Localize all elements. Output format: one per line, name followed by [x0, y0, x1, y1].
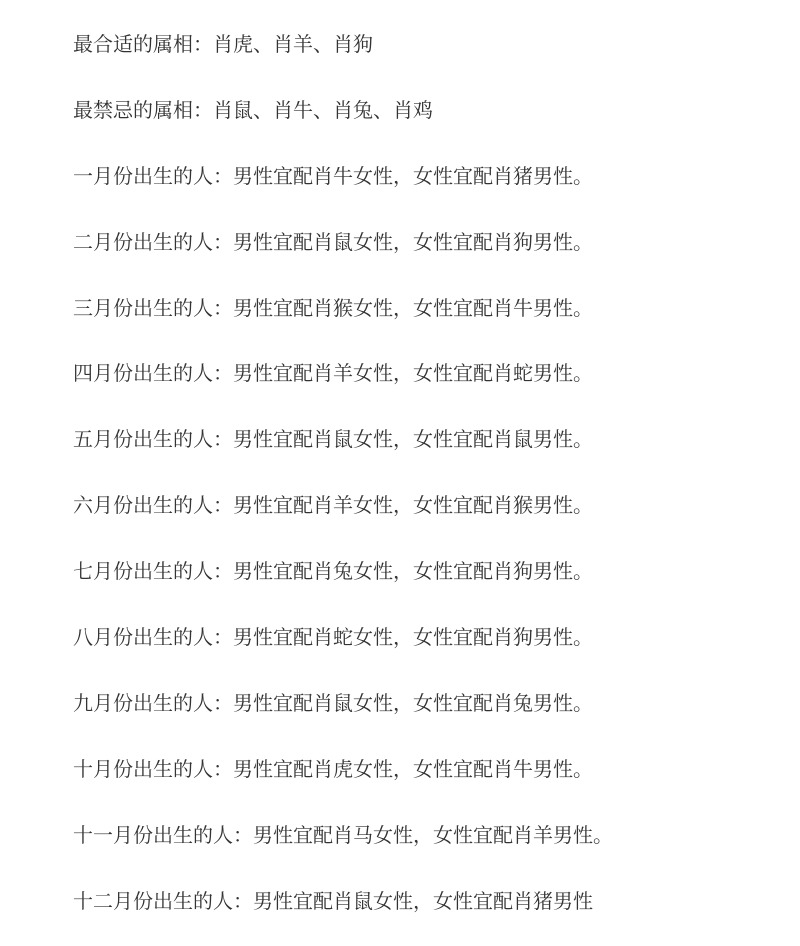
text-line-worst-match: 最禁忌的属相：肖鼠、肖牛、肖兔、肖鸡: [73, 97, 433, 122]
text-line-january: 一月份出生的人：男性宜配肖牛女性，女性宜配肖猪男性。: [73, 163, 593, 188]
text-line-june: 六月份出生的人：男性宜配肖羊女性，女性宜配肖猴男性。: [73, 493, 593, 518]
article-body: [73, 24, 773, 946]
text-line-may: 五月份出生的人：男性宜配肖鼠女性，女性宜配肖鼠男性。: [73, 427, 593, 452]
text-line-march: 三月份出生的人：男性宜配肖猴女性，女性宜配肖牛男性。: [73, 295, 593, 320]
text-line-best-match: 最合适的属相：肖虎、肖羊、肖狗: [73, 32, 373, 56]
text-line-october: 十月份出生的人：男性宜配肖虎女性，女性宜配肖牛男性。: [73, 756, 593, 781]
text-line-july: 七月份出生的人：男性宜配肖兔女性，女性宜配肖狗男性。: [73, 559, 593, 584]
text-line-november: 十一月份出生的人：男性宜配肖马女性，女性宜配肖羊男性。: [73, 822, 613, 847]
text-line-august: 八月份出生的人：男性宜配肖蛇女性，女性宜配肖狗男性。: [73, 625, 593, 650]
text-line-february: 二月份出生的人：男性宜配肖鼠女性，女性宜配肖狗男性。: [73, 229, 593, 254]
text-line-september: 九月份出生的人：男性宜配肖鼠女性，女性宜配肖兔男性。: [73, 690, 593, 715]
text-line-december: 十二月份出生的人：男性宜配肖鼠女性，女性宜配肖猪男性: [73, 888, 593, 913]
text-line-april: 四月份出生的人：男性宜配肖羊女性，女性宜配肖蛇男性。: [73, 361, 593, 386]
